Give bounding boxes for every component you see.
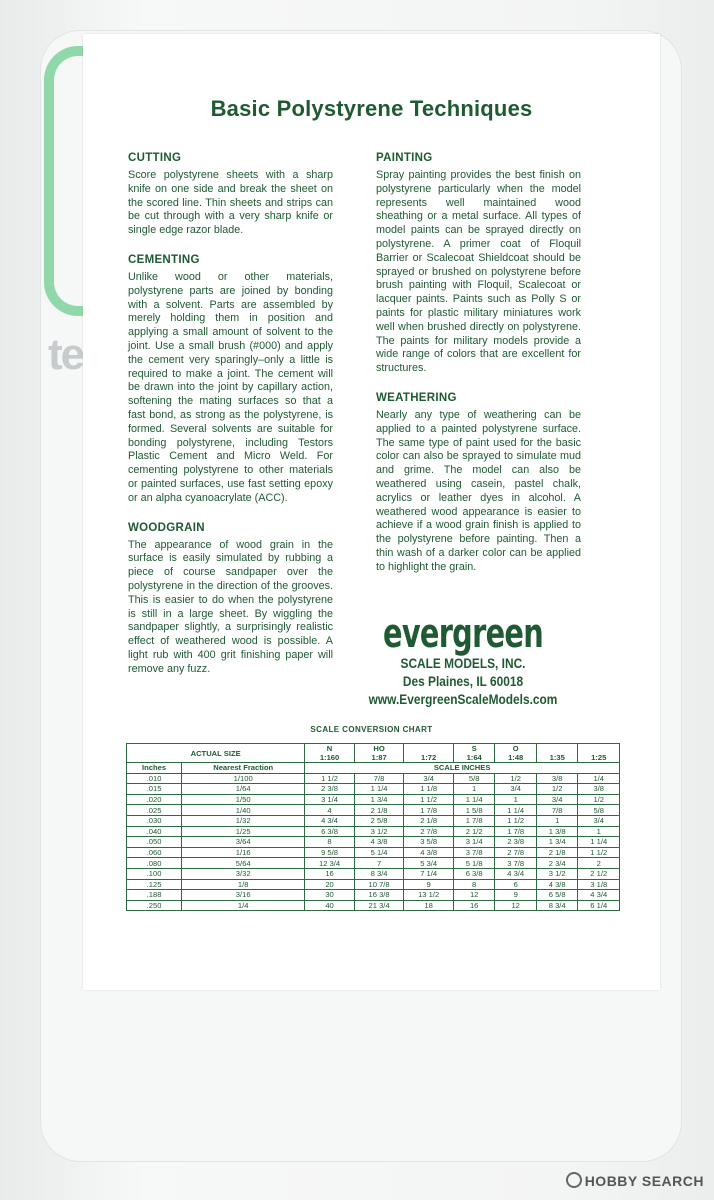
left-column — [128, 152, 333, 693]
weathering-heading: WEATHERING — [376, 391, 457, 404]
table-row — [127, 805, 620, 816]
company-website: www.EvergreenScaleModels.com — [368, 691, 558, 707]
scale-ratio: 1:72 — [421, 753, 437, 762]
actual-size-header: ACTUAL SIZE — [127, 744, 305, 763]
inches-cell: .050 — [127, 837, 182, 848]
woodgrain-body: The appearance of wood grain in the surface is easily simulated by rubbing a piece of course sandpaper over the polystyrene in the direction of the grooves. This is easier to do when the polystyrene is still in a large sheet. By wiggling the sandpaper slightly, a surprisingly realistic effect of weathered wood is possible. A light rub with 400 grit finishing paper will remove any fuzz. — [128, 538, 333, 675]
inches-cell: .060 — [127, 847, 182, 858]
scale-header-1 — [354, 744, 404, 763]
scale-cell: 20 — [305, 879, 355, 890]
table-row — [127, 773, 620, 784]
scale-ratio: 1:64 — [466, 753, 482, 762]
scale-header-4 — [495, 744, 537, 763]
scale-cell: 9 — [404, 879, 454, 890]
scale-cell: 3/4 — [404, 773, 454, 784]
inches-cell: .080 — [127, 858, 182, 869]
scale-cell: 3/4 — [536, 794, 578, 805]
painting-heading: PAINTING — [376, 152, 433, 164]
table-body — [127, 773, 620, 911]
scale-cell: 3 1/4 — [453, 837, 495, 848]
scale-cell: 16 3/8 — [354, 890, 404, 901]
scale-cell: 12 3/4 — [305, 858, 355, 869]
scale-cell: 1/2 — [578, 794, 620, 805]
scale-ratio: 1:87 — [371, 753, 387, 762]
scale-cell: 1 1/4 — [354, 784, 404, 795]
scale-cell: 5 3/4 — [404, 858, 454, 869]
scale-cell: 6 3/8 — [453, 868, 495, 879]
scale-cell: 16 — [453, 900, 495, 911]
scale-cell: 3 1/8 — [578, 879, 620, 890]
fraction-cell: 3/32 — [182, 868, 305, 879]
fraction-cell: 1/32 — [182, 815, 305, 826]
scale-ratio: 1:48 — [508, 753, 524, 762]
page-title: Basic Polystyrene Techniques — [210, 96, 533, 121]
scale-cell: 2 1/8 — [404, 815, 454, 826]
scale-cell: 5/8 — [578, 805, 620, 816]
scale-cell: 8 — [453, 879, 495, 890]
cementing-body: Unlike wood or other materials, polystyrene parts are joined by bonding with a solvent. Parts are assembled by merely holding them in position and applying a small amount of solvent to the joint. Use a small brush (#000) and apply the cement very sparingly–only a little is required to make a joint. The cement will be drawn into the joint by capillary action, softening the mating surfaces so that a fast bond, as strong as the polystyrene, is formed. Several solvents are suitable for bonding polystyrene, including Testors Plastic Cement and Micro Weld. For cementing polystyrene to other materials or painted surfaces, use fast setting epoxy or an alpha cyanoacrylate (ACC). — [128, 270, 333, 504]
inches-cell: .020 — [127, 794, 182, 805]
cutting-heading: CUTTING — [128, 152, 182, 164]
table-row — [127, 815, 620, 826]
table-row — [127, 794, 620, 805]
scale-cell: 3 7/8 — [453, 847, 495, 858]
right-column — [376, 152, 581, 591]
scale-cell: 4 — [305, 805, 355, 816]
table-row — [127, 847, 620, 858]
scale-cell: 12 — [495, 900, 537, 911]
scale-cell: 6 5/8 — [536, 890, 578, 901]
table-row — [127, 837, 620, 848]
inches-cell: .030 — [127, 815, 182, 826]
scale-cell: 8 3/4 — [536, 900, 578, 911]
fraction-cell: 1/40 — [182, 805, 305, 816]
fraction-cell: 1/100 — [182, 773, 305, 784]
watermark-seal-icon — [566, 1172, 582, 1188]
scale-header-0 — [305, 744, 355, 763]
table-row — [127, 868, 620, 879]
scale-cell: 13 1/2 — [404, 890, 454, 901]
inches-cell: .025 — [127, 805, 182, 816]
scale-cell: 8 — [305, 837, 355, 848]
scale-ratio: 1:35 — [549, 753, 565, 762]
scale-cell: 40 — [305, 900, 355, 911]
fraction-cell: 1/4 — [182, 900, 305, 911]
scale-cell: 3/4 — [495, 784, 537, 795]
scale-cell: 1/2 — [536, 784, 578, 795]
inches-cell: .010 — [127, 773, 182, 784]
scale-name: HO — [373, 744, 385, 753]
scale-cell: 2 3/4 — [536, 858, 578, 869]
table-row — [127, 858, 620, 869]
scale-cell: 4 3/4 — [305, 815, 355, 826]
scale-cell: 1 — [495, 794, 537, 805]
scale-name: N — [326, 744, 333, 753]
instruction-card — [83, 34, 660, 990]
evergreen-logo: evergreen — [383, 611, 543, 657]
scale-cell: 12 — [453, 890, 495, 901]
scale-ratio: 1:25 — [591, 753, 607, 762]
fraction-cell: 5/64 — [182, 858, 305, 869]
fraction-cell: 1/50 — [182, 794, 305, 805]
scale-cell: 16 — [305, 868, 355, 879]
cementing-heading: CEMENTING — [128, 253, 200, 266]
scale-cell: 2 3/8 — [495, 837, 537, 848]
scale-conversion-table — [126, 743, 620, 911]
scale-name: S — [471, 744, 477, 753]
scale-cell: 9 — [495, 890, 537, 901]
scale-header-6 — [578, 744, 620, 763]
inches-header: Inches — [127, 763, 182, 774]
cutting-body: Score polystyrene sheets with a sharp knife on one side and break the sheet on the scored line. Thin sheets and strips can be cut through with a very sharp knife or single edge razor blade. — [128, 169, 333, 237]
scale-cell: 1 3/4 — [354, 794, 404, 805]
scale-cell: 1/4 — [578, 773, 620, 784]
scale-cell: 7/8 — [354, 773, 404, 784]
scale-cell: 9 5/8 — [305, 847, 355, 858]
scale-cell: 2 1/2 — [578, 868, 620, 879]
scale-cell: 1 — [536, 815, 578, 826]
scale-cell: 1 5/8 — [453, 805, 495, 816]
table-row — [127, 826, 620, 837]
inches-cell: .015 — [127, 784, 182, 795]
scale-cell: 7 1/4 — [404, 868, 454, 879]
table-header-row — [127, 744, 620, 763]
watermark-text: HOBBY SEARCH — [584, 1173, 704, 1189]
table-row — [127, 784, 620, 795]
scale-ratio: 1:160 — [319, 753, 340, 762]
scale-cell: 3 5/8 — [404, 837, 454, 848]
painting-body: Spray painting provides the best finish on polystyrene particularly when the model represents well maintained wood sheathing or a metal surface. All types of model paints can be sprayed directly on polystyrene. A primer coat of Floquil Barrier or Scalecoat Shieldcoat should be sprayed or brushed on polystyrene before brush painting with Floquil, Scalecoat or lacquer paints. Paints such as Polly S or paints for plastic military miniatures work well when brushed directly on polystyrene. The paints for military models provide a wide range of colors that are excellent for structures. — [376, 169, 581, 375]
scale-header-5 — [536, 744, 578, 763]
scale-cell: 6 1/4 — [578, 900, 620, 911]
scale-cell: 2 3/8 — [305, 784, 355, 795]
scale-cell: 7 — [354, 858, 404, 869]
brand-block — [343, 611, 583, 708]
scale-cell: 2 — [578, 858, 620, 869]
inches-cell: .250 — [127, 900, 182, 911]
scale-cell: 4 3/8 — [354, 837, 404, 848]
scale-cell: 1 1/4 — [495, 805, 537, 816]
fraction-cell: 1/16 — [182, 847, 305, 858]
scale-cell: 1 — [578, 826, 620, 837]
fraction-cell: 1/8 — [182, 879, 305, 890]
scale-cell: 3/4 — [578, 815, 620, 826]
company-address: Des Plaines, IL 60018 — [402, 673, 524, 689]
scale-cell: 2 1/8 — [354, 805, 404, 816]
scale-cell: 2 5/8 — [354, 815, 404, 826]
scale-cell: 4 3/8 — [536, 879, 578, 890]
scale-cell: 30 — [305, 890, 355, 901]
scale-cell: 8 3/4 — [354, 868, 404, 879]
scale-cell: 6 — [495, 879, 537, 890]
fraction-cell: 3/64 — [182, 837, 305, 848]
inches-cell: .188 — [127, 890, 182, 901]
fraction-header: Nearest Fraction — [182, 763, 305, 774]
scale-cell: 4 3/4 — [495, 868, 537, 879]
scale-cell: 1 7/8 — [404, 805, 454, 816]
scale-cell: 4 3/8 — [404, 847, 454, 858]
scale-cell: 2 7/8 — [404, 826, 454, 837]
scale-cell: 3 7/8 — [495, 858, 537, 869]
scale-cell: 1 1/2 — [578, 847, 620, 858]
scale-cell: 1 1/2 — [404, 794, 454, 805]
scale-cell: 5 1/4 — [354, 847, 404, 858]
scale-cell: 3 1/2 — [536, 868, 578, 879]
scale-cell: 3 1/2 — [354, 826, 404, 837]
scale-cell: 1 3/4 — [536, 837, 578, 848]
scale-header-2 — [404, 744, 454, 763]
scale-cell: 2 1/2 — [453, 826, 495, 837]
inches-cell: .100 — [127, 868, 182, 879]
conversion-chart-title: SCALE CONVERSION CHART — [310, 725, 433, 734]
scale-cell: 10 7/8 — [354, 879, 404, 890]
fraction-cell: 1/25 — [182, 826, 305, 837]
scale-header-3 — [453, 744, 495, 763]
scale-cell: 2 1/8 — [536, 847, 578, 858]
scale-cell: 1 1/4 — [578, 837, 620, 848]
scale-cell: 2 7/8 — [495, 847, 537, 858]
table-row — [127, 879, 620, 890]
scale-cell: 21 3/4 — [354, 900, 404, 911]
weathering-body: Nearly any type of weathering can be applied to a painted polystyrene surface. The same type of paint used for the basic color can also be sprayed to simulate mud and grime. The model can also be weathered using casein, pastel chalk, acrylics or leather dyes in alcohol. A weathered wood appearance is easier to achieve if a wood grain finish is applied to the polystyrene before painting. Then a thin wash of a darker color can be applied to highlight the grain. — [376, 408, 581, 573]
scale-cell: 1 7/8 — [495, 826, 537, 837]
scale-cell: 1 1/2 — [305, 773, 355, 784]
scale-cell: 3 1/4 — [305, 794, 355, 805]
scale-cell: 4 3/4 — [578, 890, 620, 901]
scale-cell: 18 — [404, 900, 454, 911]
woodgrain-heading: WOODGRAIN — [128, 521, 205, 534]
scale-cell: 7/8 — [536, 805, 578, 816]
table-row — [127, 900, 620, 911]
fraction-cell: 3/16 — [182, 890, 305, 901]
scale-cell: 1 7/8 — [453, 815, 495, 826]
scale-cell: 1 1/2 — [495, 815, 537, 826]
scale-inches-header: SCALE INCHES — [305, 763, 620, 774]
partial-backing-logo: te — [48, 330, 84, 379]
table-subheader-row — [127, 763, 620, 774]
scale-cell: 1 1/8 — [404, 784, 454, 795]
fraction-cell: 1/64 — [182, 784, 305, 795]
scale-cell: 6 3/8 — [305, 826, 355, 837]
scale-cell: 5/8 — [453, 773, 495, 784]
inches-cell: .125 — [127, 879, 182, 890]
scale-cell: 3/8 — [578, 784, 620, 795]
scale-cell: 1 1/4 — [453, 794, 495, 805]
scale-name: O — [512, 744, 519, 753]
scale-cell: 5 1/8 — [453, 858, 495, 869]
scale-cell: 3/8 — [536, 773, 578, 784]
hobby-search-watermark — [566, 1172, 704, 1189]
scale-cell: 1 3/8 — [536, 826, 578, 837]
table-row — [127, 890, 620, 901]
scale-cell: 1/2 — [495, 773, 537, 784]
scale-cell: 1 — [453, 784, 495, 795]
company-name: SCALE MODELS, INC. — [400, 655, 526, 671]
inches-cell: .040 — [127, 826, 182, 837]
